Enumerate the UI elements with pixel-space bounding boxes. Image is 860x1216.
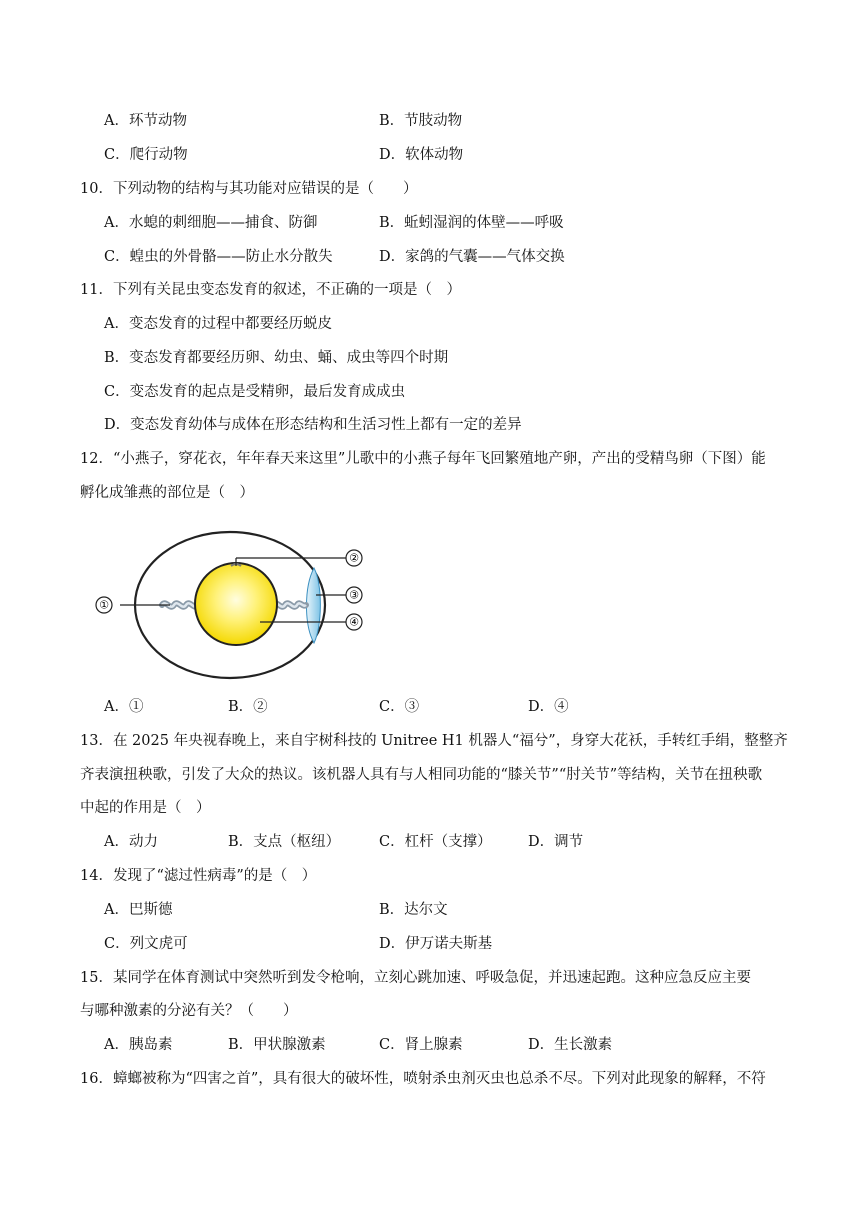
label-3 <box>346 587 362 603</box>
q15-stem-line1: 15．某同学在体育测试中突然听到发令枪响，立刻心跳加速、呼吸急促，并迅速起跑。这种应急反应主要 <box>80 970 751 986</box>
q15-option-b: B．甲状腺激素 <box>228 1037 326 1053</box>
svg-text:③: ③ <box>349 588 359 602</box>
q15-stem-line2: 与哪种激素的分泌有关？（ ） <box>80 1003 298 1019</box>
q12-stem-line2: 孵化成雏燕的部位是（ ） <box>80 485 254 501</box>
q9-option-a: A．环节动物 <box>104 113 187 129</box>
label-1 <box>96 597 112 613</box>
q12-stem-line1: 12．“小燕子，穿花衣，年年春天来这里”儿歌中的小燕子每年飞回繁殖地产卵，产出的受精鸟卵（下图）能 <box>80 451 766 467</box>
label-2 <box>346 550 362 566</box>
q11-option-c: C．变态发育的起点是受精卵，最后发育成成虫 <box>104 384 406 400</box>
svg-text:④: ④ <box>349 615 359 629</box>
q13-stem-line1: 13．在 2025 年央视春晚上，来自宇树科技的 Unitree H1 机器人“福兮”，身穿大花袄，手转红手绢，整整齐 <box>80 733 788 749</box>
q10-option-b: B．蚯蚓湿润的体壁——呼吸 <box>379 215 564 231</box>
q10-option-d: D．家鸽的气囊——气体交换 <box>379 249 565 265</box>
svg-text:①: ① <box>99 598 109 612</box>
q14-stem: 14．发现了“滤过性病毒”的是（ ） <box>80 868 317 884</box>
q15-option-c: C．肾上腺素 <box>379 1037 463 1053</box>
q13-option-b: B．支点（枢纽） <box>228 834 341 850</box>
q12-option-a: A．① <box>104 699 144 715</box>
q14-option-c: C．列文虎可 <box>104 936 188 952</box>
q13-option-c: C．杠杆（支撑） <box>379 834 492 850</box>
q14-option-a: A．巴斯德 <box>104 902 173 918</box>
q13-stem-line2: 齐表演扭秧歌，引发了大众的热议。该机器人具有与人相同功能的“膝关节”“肘关节”等结构，关节在扭秧歌 <box>80 767 763 783</box>
q15-option-d: D．生长激素 <box>528 1037 613 1053</box>
q10-stem: 10．下列动物的结构与其功能对应错误的是（ ） <box>80 181 418 197</box>
label-4 <box>346 614 362 630</box>
q14-option-b: B．达尔文 <box>379 902 448 918</box>
q14-option-d: D．伊万诺夫斯基 <box>379 936 493 952</box>
q11-option-d: D．变态发育幼体与成体在形态结构和生活习性上都有一定的差异 <box>104 417 522 433</box>
q10-option-c: C．蝗虫的外骨骼——防止水分散失 <box>104 249 333 265</box>
q11-stem: 11．下列有关昆虫变态发育的叙述，不正确的一项是（ ） <box>80 282 461 298</box>
q15-option-a: A．胰岛素 <box>104 1037 173 1053</box>
q16-stem-line1: 16．蟑螂被称为“四害之首”，具有很大的破坏性，喷射杀虫剂灭虫也总杀不尽。下列对此现象的解释，不符 <box>80 1071 766 1087</box>
q13-option-d: D．调节 <box>528 834 584 850</box>
svg-text:②: ② <box>349 551 359 565</box>
q11-option-b: B．变态发育都要经历卵、幼虫、蛹、成虫等四个时期 <box>104 350 449 366</box>
q13-option-a: A．动力 <box>104 834 158 850</box>
egg-diagram <box>90 525 380 685</box>
q12-option-b: B．② <box>228 699 268 715</box>
yolk <box>195 563 277 645</box>
q9-option-b: B．节肢动物 <box>379 113 463 129</box>
q9-option-c: C．爬行动物 <box>104 147 188 163</box>
q11-option-a: A．变态发育的过程中都要经历蜕皮 <box>104 316 332 332</box>
q13-stem-line3: 中起的作用是（ ） <box>80 800 211 816</box>
q10-option-a: A．水螅的刺细胞——捕食、防御 <box>104 215 318 231</box>
q12-option-d: D．④ <box>528 699 569 715</box>
q9-option-d: D．软体动物 <box>379 147 464 163</box>
q12-option-c: C．③ <box>379 699 420 715</box>
